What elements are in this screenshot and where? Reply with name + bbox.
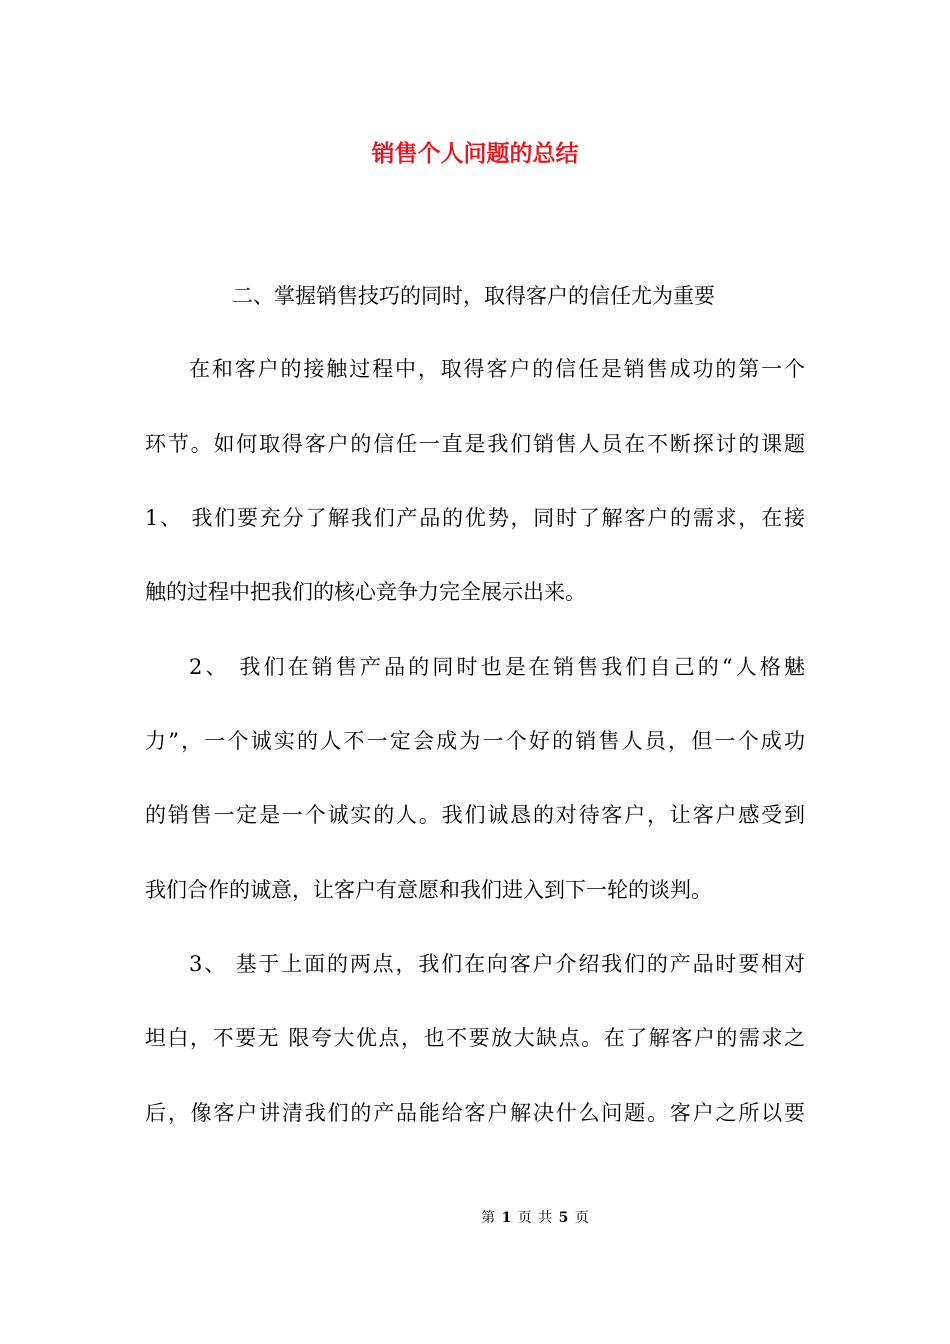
list-item-3-line: 坦白，不要无 限夸大优点，也不要放大缺点。在了解客户的需求之 bbox=[145, 1026, 805, 1050]
paragraph-line: 在和客户的接触过程中，取得客户的信任是销售成功的第一个 bbox=[189, 357, 805, 381]
list-item-3-line: 后，像客户讲清我们的产品能给客户解决什么问题。客户之所以要 bbox=[145, 1101, 805, 1125]
list-item-1-line: 1、 我们要充分了解我们产品的优势，同时了解客户的需求，在接 bbox=[145, 506, 805, 530]
document-title: 销售个人问题的总结 bbox=[371, 140, 579, 167]
page-footer bbox=[0, 1208, 950, 1228]
paragraph-line: 环节。如何取得客户的信任一直是我们销售人员在不断探讨的课题 bbox=[145, 432, 805, 456]
footer-page-word: 页 bbox=[517, 1210, 532, 1226]
section-heading: 二、掌握销售技巧的同时，取得客户的信任尤为重要 bbox=[232, 284, 715, 308]
list-item-2-line: 我们合作的诚意，让客户有意愿和我们进入到下一轮的谈判。 bbox=[145, 878, 712, 902]
list-item-2-line: 力”，一个诚实的人不一定会成为一个好的销售人员，但一个成功 bbox=[145, 729, 805, 753]
footer-total-pages: 5 bbox=[558, 1210, 569, 1226]
footer-suffix: 页 bbox=[574, 1210, 589, 1226]
footer-total-word: 共 bbox=[538, 1210, 553, 1226]
list-item-2-line: 的销售一定是一个诚实的人。我们诚恳的对待客户，让客户感受到 bbox=[145, 803, 805, 827]
list-item-2-line: 2、 我们在销售产品的同时也是在销售我们自己的“人格魅 bbox=[189, 655, 805, 679]
list-item-3-line: 3、 基于上面的两点，我们在向客户介绍我们的产品时要相对 bbox=[189, 952, 805, 976]
footer-page-number: 1 bbox=[501, 1210, 512, 1226]
footer-prefix: 第 bbox=[481, 1210, 496, 1226]
list-item-1-line: 触的过程中把我们的核心竞争力完全展示出来。 bbox=[145, 580, 586, 604]
